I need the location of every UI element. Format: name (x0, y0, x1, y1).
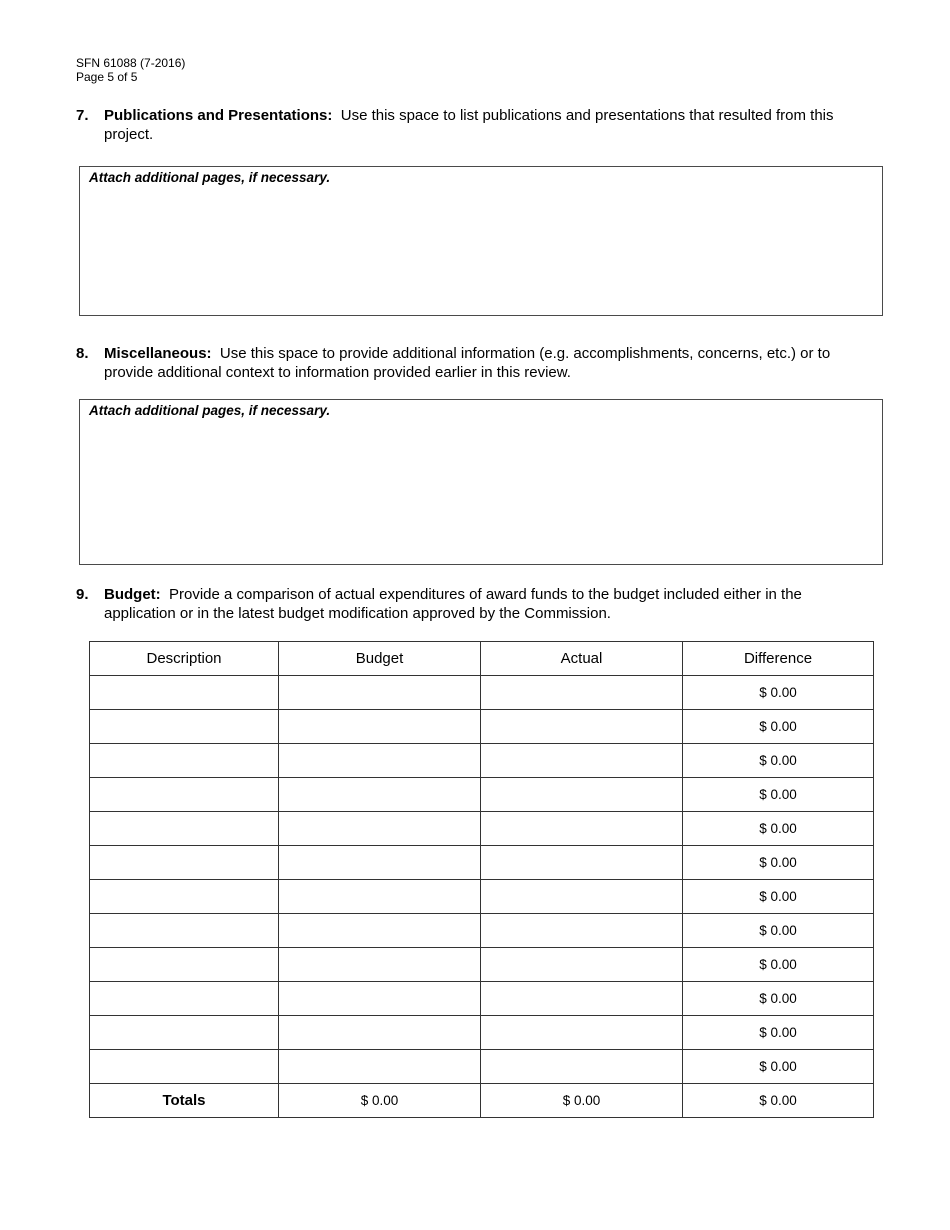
section-9-prompt (76, 585, 846, 623)
description-cell[interactable] (90, 846, 279, 880)
difference-cell: $ 0.00 (683, 812, 874, 846)
page-number: Page 5 of 5 (76, 70, 138, 84)
difference-cell: $ 0.00 (683, 710, 874, 744)
budget-cell[interactable] (279, 744, 481, 778)
budget-row (90, 846, 874, 880)
budget-row (90, 710, 874, 744)
section-7-box-note: Attach additional pages, if necessary. (89, 170, 331, 185)
difference-cell: $ 0.00 (683, 982, 874, 1016)
description-cell[interactable] (90, 1016, 279, 1050)
budget-row (90, 744, 874, 778)
description-cell[interactable] (90, 744, 279, 778)
budget-cell[interactable] (279, 676, 481, 710)
budget-cell[interactable] (279, 948, 481, 982)
section-9-label: Budget: (104, 586, 161, 603)
actual-cell[interactable] (481, 1050, 683, 1084)
actual-cell[interactable] (481, 812, 683, 846)
actual-cell[interactable] (481, 948, 683, 982)
section-8-number: 8. (76, 345, 89, 362)
budget-cell[interactable] (279, 880, 481, 914)
publications-text-area[interactable] (79, 166, 883, 316)
budget-cell[interactable] (279, 846, 481, 880)
totals-row (90, 1084, 874, 1118)
budget-cell[interactable] (279, 982, 481, 1016)
difference-cell: $ 0.00 (683, 880, 874, 914)
budget-row (90, 676, 874, 710)
difference-cell: $ 0.00 (683, 744, 874, 778)
description-cell[interactable] (90, 778, 279, 812)
difference-cell: $ 0.00 (683, 778, 874, 812)
budget-row (90, 982, 874, 1016)
form-header (76, 56, 185, 84)
total-budget: $ 0.00 (279, 1084, 481, 1118)
section-7-number: 7. (76, 107, 89, 124)
column-header-actual: Actual (481, 642, 683, 676)
column-header-budget: Budget (279, 642, 481, 676)
budget-cell[interactable] (279, 1050, 481, 1084)
actual-cell[interactable] (481, 710, 683, 744)
budget-cell[interactable] (279, 914, 481, 948)
budget-cell[interactable] (279, 778, 481, 812)
budget-cell[interactable] (279, 710, 481, 744)
budget-row (90, 914, 874, 948)
section-8-box-note: Attach additional pages, if necessary. (89, 403, 331, 418)
description-cell[interactable] (90, 948, 279, 982)
budget-row (90, 948, 874, 982)
actual-cell[interactable] (481, 880, 683, 914)
total-difference: $ 0.00 (683, 1084, 874, 1118)
total-actual: $ 0.00 (481, 1084, 683, 1118)
description-cell[interactable] (90, 676, 279, 710)
difference-cell: $ 0.00 (683, 1016, 874, 1050)
actual-cell[interactable] (481, 778, 683, 812)
actual-cell[interactable] (481, 744, 683, 778)
budget-row (90, 880, 874, 914)
actual-cell[interactable] (481, 982, 683, 1016)
description-cell[interactable] (90, 1050, 279, 1084)
difference-cell: $ 0.00 (683, 948, 874, 982)
difference-cell: $ 0.00 (683, 846, 874, 880)
difference-cell: $ 0.00 (683, 676, 874, 710)
budget-header-row (90, 642, 874, 676)
description-cell[interactable] (90, 812, 279, 846)
budget-row (90, 812, 874, 846)
section-8-label: Miscellaneous: (104, 345, 212, 362)
form-id: SFN 61088 (7-2016) (76, 56, 186, 70)
difference-cell: $ 0.00 (683, 914, 874, 948)
budget-cell[interactable] (279, 812, 481, 846)
section-8-prompt (76, 344, 876, 382)
actual-cell[interactable] (481, 676, 683, 710)
section-8-text: Use this space to provide additional information (e.g. accomplishments, concerns, etc.) or to provide additional context to information provided earlier in this review. (104, 345, 831, 381)
description-cell[interactable] (90, 880, 279, 914)
actual-cell[interactable] (481, 914, 683, 948)
totals-label: Totals (90, 1084, 279, 1118)
description-cell[interactable] (90, 710, 279, 744)
budget-cell[interactable] (279, 1016, 481, 1050)
miscellaneous-text-area[interactable] (79, 399, 883, 565)
column-header-difference: Difference (683, 642, 874, 676)
budget-row (90, 1050, 874, 1084)
budget-row (90, 778, 874, 812)
actual-cell[interactable] (481, 1016, 683, 1050)
actual-cell[interactable] (481, 846, 683, 880)
section-7-text: Use this space to list publications and presentations that resulted from this project. (104, 107, 834, 143)
section-7-prompt (76, 106, 866, 144)
section-7-label: Publications and Presentations: (104, 107, 333, 124)
section-9-text: Provide a comparison of actual expenditures of award funds to the budget included either in the application or in the latest budget modification approved by the Commission. (104, 586, 802, 622)
budget-row (90, 1016, 874, 1050)
description-cell[interactable] (90, 914, 279, 948)
budget-table (89, 641, 874, 1118)
section-9-number: 9. (76, 586, 89, 603)
column-header-description: Description (90, 642, 279, 676)
difference-cell: $ 0.00 (683, 1050, 874, 1084)
description-cell[interactable] (90, 982, 279, 1016)
